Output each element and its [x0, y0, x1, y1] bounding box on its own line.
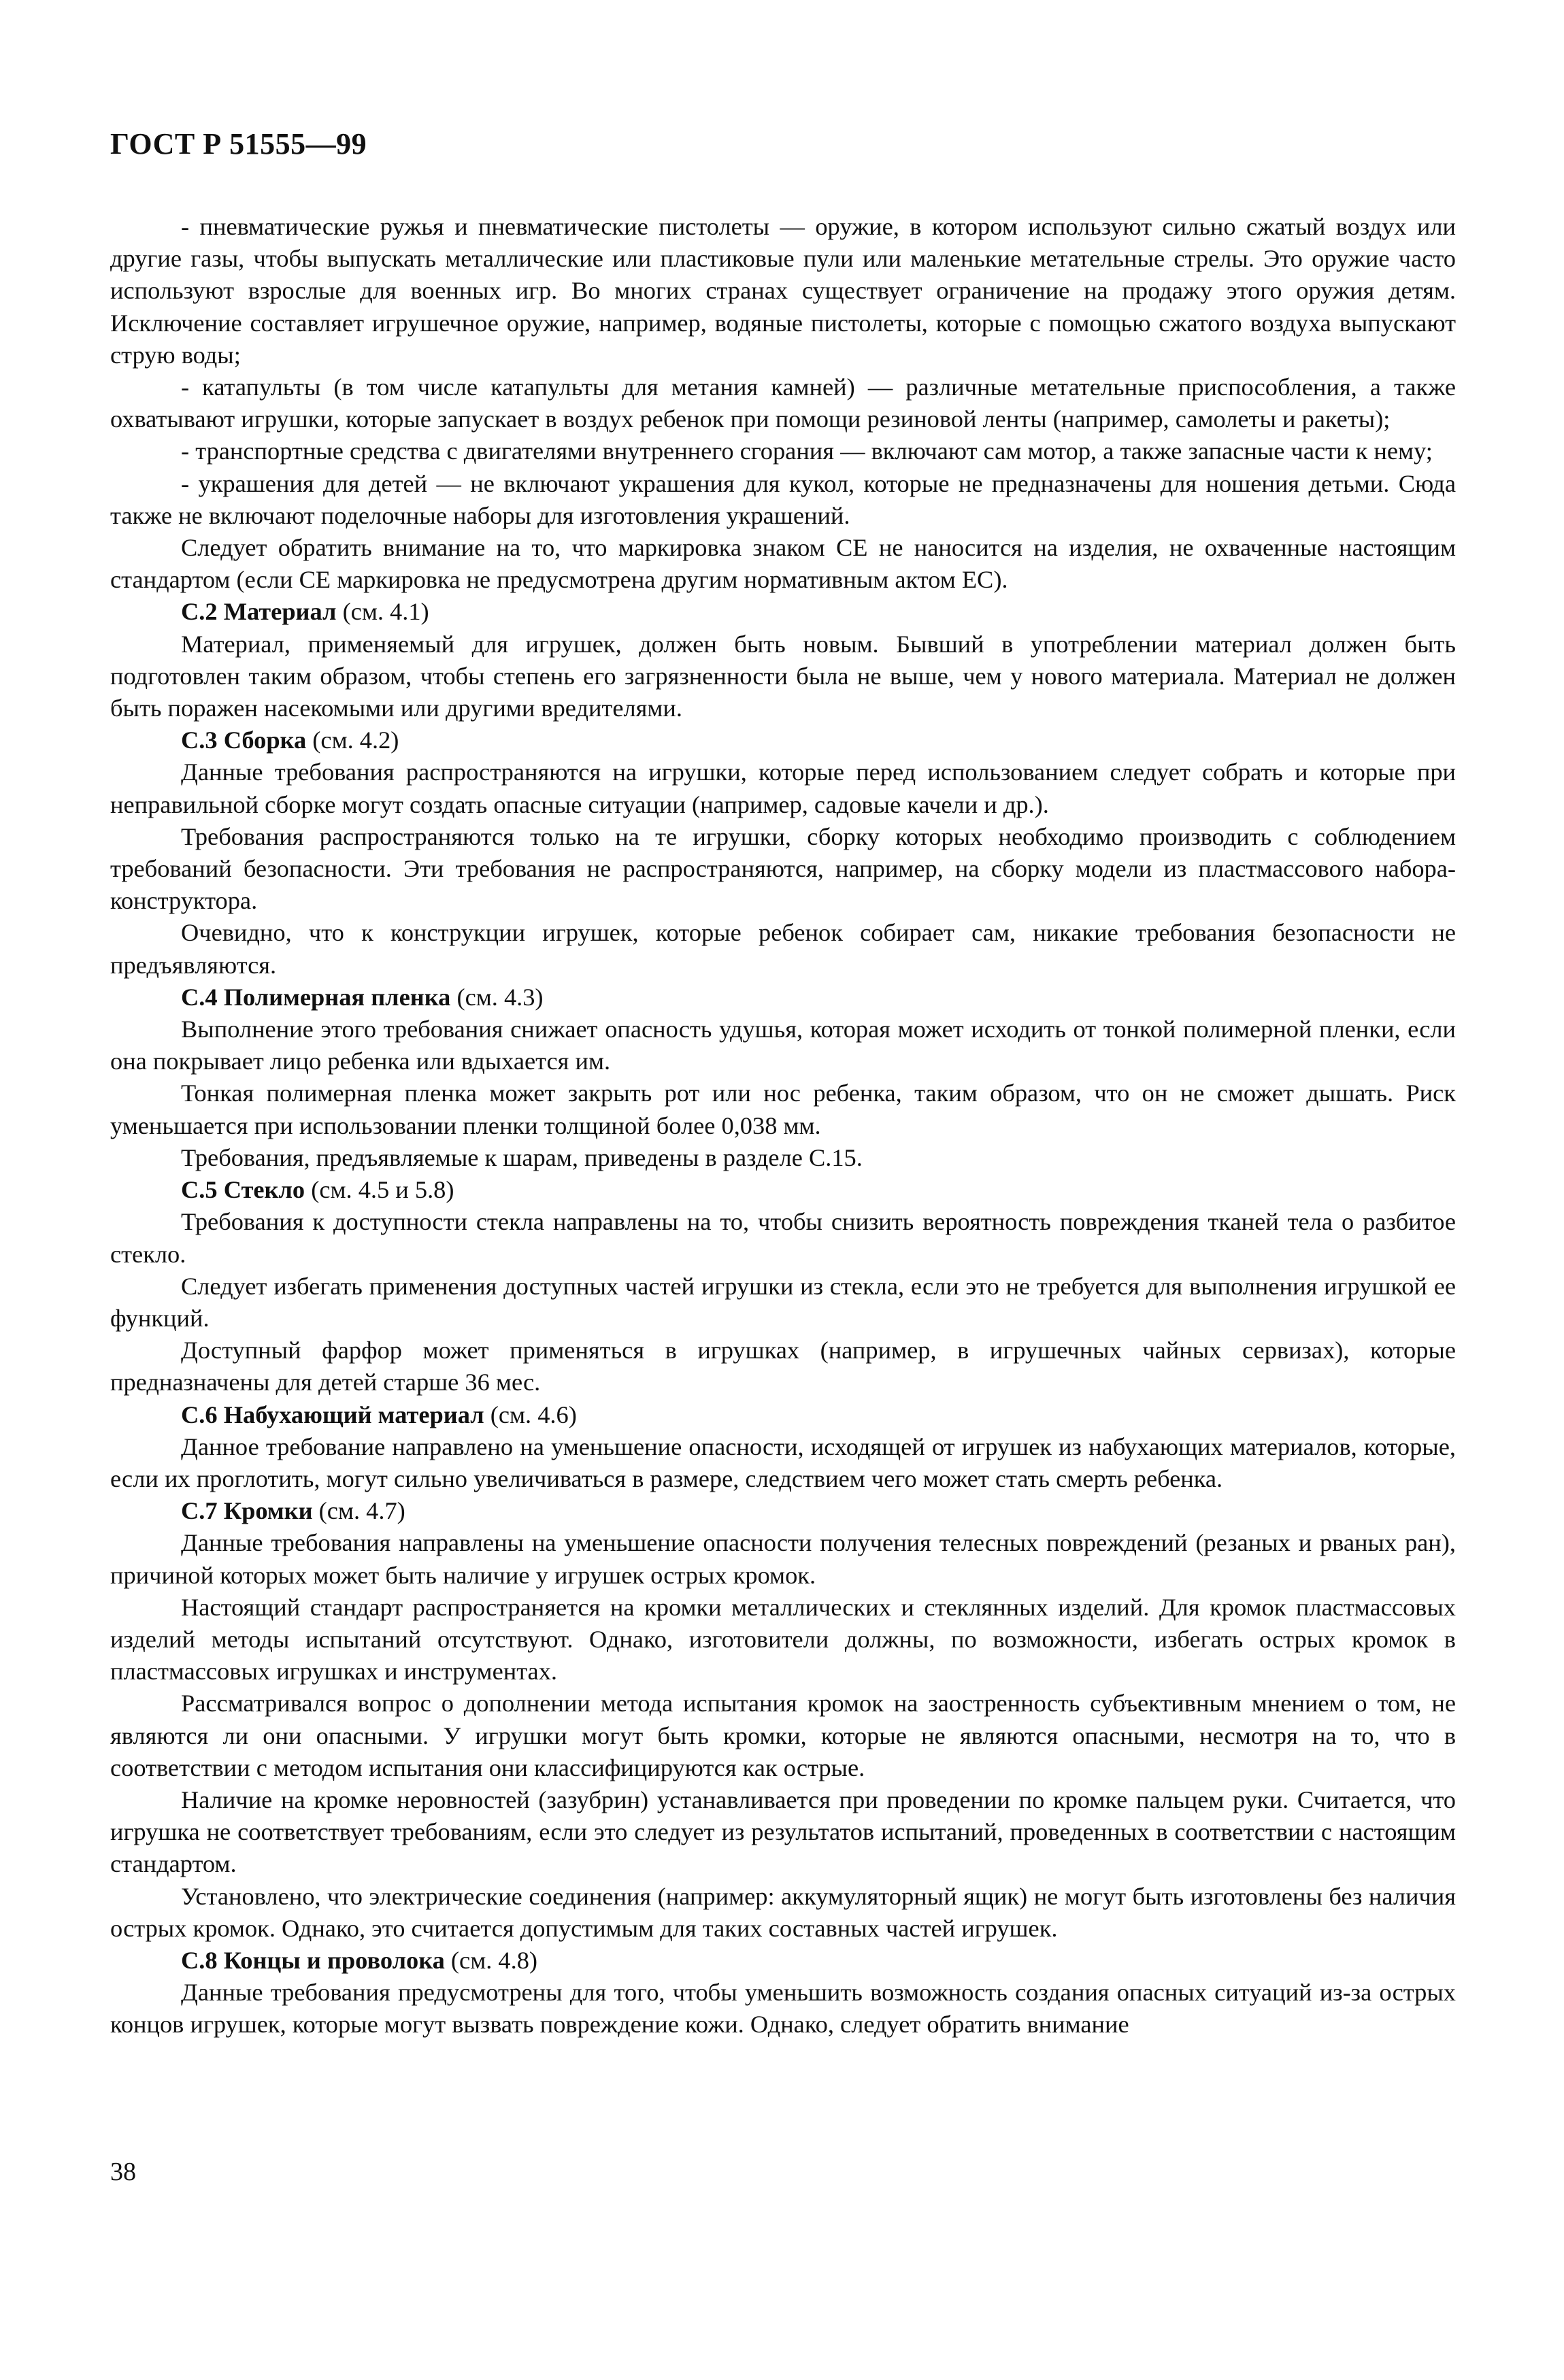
paragraph: Наличие на кромке неровностей (зазубрин) устанавливается при проведении по кромке пальцем руки. Считается, что игрушка не соответствует требованиям, если это следует из результатов испытаний, проведенных в соответствии с настоящим стандартом.: [110, 1786, 1456, 1878]
paragraph: Данные требования распространяются на игрушки, которые перед использованием следует собрать и которые при неправильной сборке могут создать опасные ситуации (например, садовые качели и др.).: [110, 758, 1456, 818]
page-number: 38: [110, 2158, 136, 2186]
paragraph: Данное требование направлено на уменьшение опасности, исходящей от игрушек из набухающих материалов, которые, если их проглотить, могут сильно увеличиваться в размере, следствием чего может стать смерть ребенка.: [110, 1432, 1456, 1492]
paragraph: Настоящий стандарт распространяется на кромки металлических и стеклянных изделий. Для кромок пластмассовых изделий методы испытаний отсутствуют. Однако, изготовители должны, по возможности, избегать острых кромок в пластмассовых игрушках и инструментах.: [110, 1593, 1456, 1686]
section-number: С.3: [181, 726, 218, 754]
paragraph: Рассматривался вопрос о дополнении метода испытания кромок на заостренность субъективным мнением о том, не являются ли они опасными. У игрушки могут быть кромки, которые не являются опасными, несмотря на то, что в соответствии с методом испытания они классифицируются как острые.: [110, 1690, 1456, 1781]
section-heading: [110, 1399, 1456, 1431]
section-title: Материал: [223, 598, 337, 626]
section-ref: (см. 4.2): [312, 726, 399, 754]
section-number: С.2: [181, 598, 218, 626]
paragraph: Доступный фарфор может применяться в игрушках (например, в игрушечных чайных сервизах), которые предназначены для детей старше 36 мес.: [110, 1337, 1456, 1396]
section-ref: (см. 4.8): [450, 1946, 538, 1974]
paragraph: Следует избегать применения доступных частей игрушки из стекла, если это не требуется для выполнения игрушкой ее функций.: [110, 1272, 1456, 1332]
section-ref: (см. 4.1): [342, 598, 429, 626]
section-heading: [110, 596, 1456, 628]
section-number: С.6: [181, 1401, 218, 1428]
page-header: [110, 129, 367, 159]
section-number: С.4: [181, 983, 218, 1011]
section-ref: (см. 4.3): [456, 983, 544, 1011]
section-title: Стекло: [223, 1176, 305, 1204]
section-number: С.5: [181, 1176, 218, 1204]
paragraph: Требования, предъявляемые к шарам, приведены в разделе С.15.: [181, 1143, 863, 1171]
list-item: - катапульты (в том числе катапульты для метания камней) — различные метательные приспособления, а также охватывают игрушки, которые запускает в воздух ребенок при помощи резиновой ленты (например, самолеты и ракеты);: [110, 373, 1456, 433]
paragraph: Выполнение этого требования снижает опасность удушья, которая может исходить от тонкой полимерной пленки, если она покрывает лицо ребенка или вдыхается им.: [110, 1016, 1456, 1075]
paragraph: Установлено, что электрические соединения (например: аккумуляторный ящик) не могут быть изготовлены без наличия острых кромок. Однако, это считается допустимым для таких составных частей игрушек.: [110, 1882, 1456, 1942]
section-heading: [110, 1495, 1456, 1527]
list-item: - пневматические ружья и пневматические пистолеты — оружие, в котором используют сильно сжатый воздух или другие газы, чтобы выпускать металлические или пластиковые пули или маленькие метательные стрелы. Это оружие часто используют взрослые для военных игр. Во многих странах существует ограничение на продажу этого оружия детям. Исключение составляет игрушечное оружие, например, водяные пистолеты, которые с помощью сжатого воздуха выпускают струю воды;: [110, 213, 1456, 369]
paragraph: Очевидно, что к конструкции игрушек, которые ребенок собирает сам, никакие требования безопасности не предъявляются.: [110, 919, 1456, 979]
section-ref: (см. 4.6): [490, 1401, 577, 1428]
section-heading: [110, 724, 1456, 756]
paragraph: Данные требования предусмотрены для того, чтобы уменьшить возможность создания опасных ситуаций из-за острых концов игрушек, которые могут вызвать повреждение кожи. Однако, следует обратить внимание: [110, 1979, 1456, 2039]
section-heading: [110, 1174, 1456, 1206]
list-item: - транспортные средства с двигателями внутреннего сгорания — включают сам мотор, а также запасные части к нему;: [181, 437, 1433, 465]
paragraph: Требования к доступности стекла направлены на то, чтобы снизить вероятность повреждения тканей тела о разбитое стекло.: [110, 1208, 1456, 1268]
paragraph: Тонкая полимерная пленка может закрыть рот или нос ребенка, таким образом, что он не сможет дышать. Риск уменьшается при использовании пленки толщиной более 0,038 мм.: [110, 1079, 1456, 1139]
section-heading: [110, 982, 1456, 1013]
paragraph: Материал, применяемый для игрушек, должен быть новым. Бывший в употреблении материал должен быть подготовлен таким образом, чтобы степень его загрязненности была не выше, чем у нового материала. Материал не должен быть поражен насекомыми или другими вредителями.: [110, 630, 1456, 722]
paragraph: Данные требования направлены на уменьшение опасности получения телесных повреждений (резаных и рваных ран), причиной которых может быть наличие у игрушек острых кромок.: [110, 1529, 1456, 1589]
section-ref: (см. 4.7): [318, 1497, 405, 1525]
section-number: С.7: [181, 1497, 218, 1525]
paragraph: Требования распространяются только на те игрушки, сборку которых необходимо производить с соблюдением требований безопасности. Эти требования не распространяются, например, на сборку модели из пластмассового набора-конструктора.: [110, 822, 1456, 915]
section-heading: [110, 1945, 1456, 1977]
section-title: Полимерная пленка: [223, 983, 451, 1011]
section-ref: (см. 4.5 и 5.8): [311, 1176, 454, 1204]
standard-code: ГОСТ Р 51555—99: [110, 127, 367, 161]
section-number: С.8: [181, 1946, 218, 1974]
section-title: Кромки: [223, 1497, 313, 1525]
section-title: Набухающий материал: [223, 1401, 484, 1428]
document-body: [110, 211, 1456, 2041]
section-title: Концы и проволока: [223, 1946, 445, 1974]
paragraph: Следует обратить внимание на то, что маркировка знаком СЕ не наносится на изделия, не охваченные настоящим стандартом (если СЕ маркировка не предусмотрена другим нормативным актом ЕС).: [110, 534, 1456, 594]
list-item: - украшения для детей — не включают украшения для кукол, которые не предназначены для ношения детьми. Сюда также не включают поделочные наборы для изготовления украшений.: [110, 469, 1456, 529]
section-title: Сборка: [223, 726, 307, 754]
